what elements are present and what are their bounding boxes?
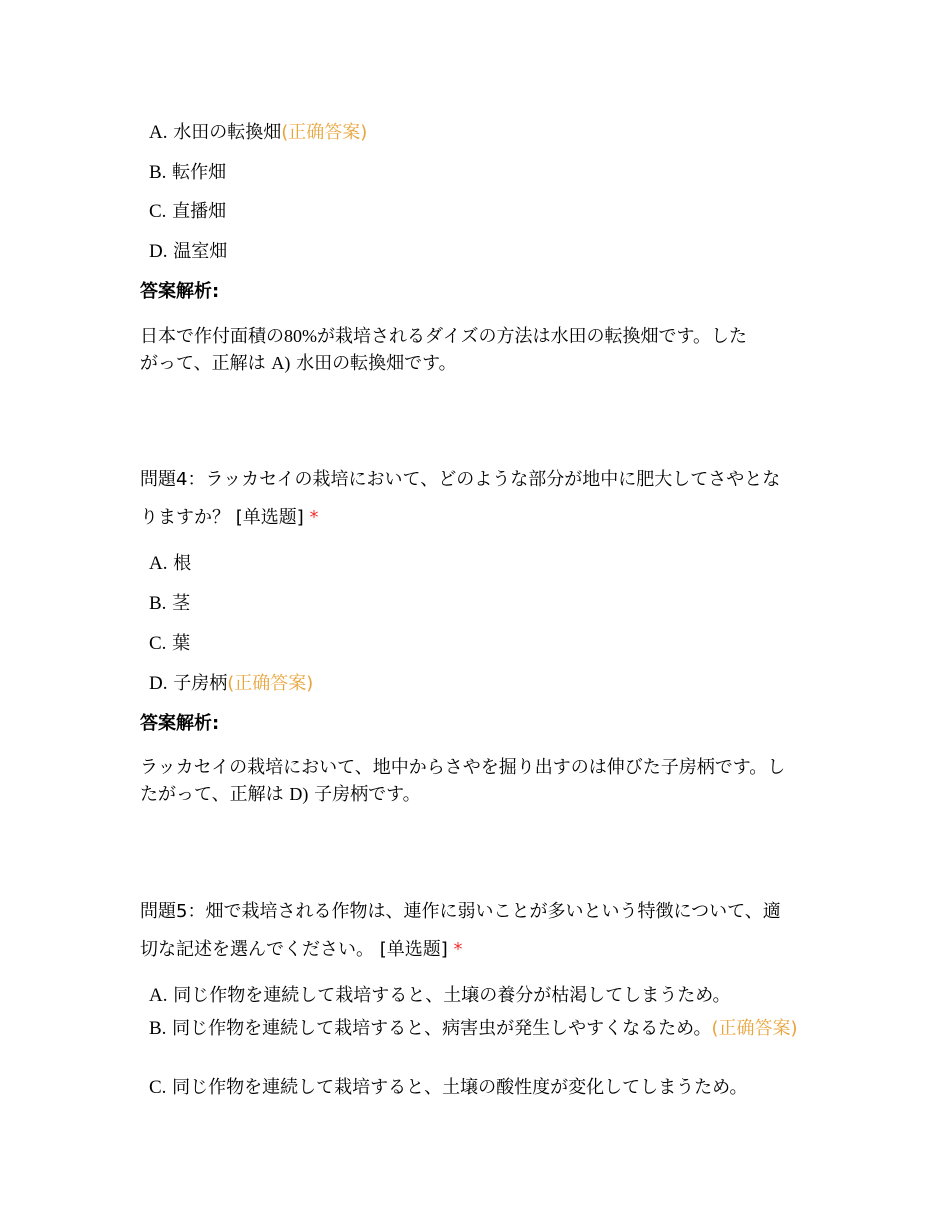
analysis-segment: ラッカセイの栽培において、地中からさやを掘り出すのは伸びた子房柄です。し (140, 757, 786, 778)
option-text: 直播畑 (172, 201, 227, 222)
option-d (149, 239, 227, 265)
question-type: [单选题] (235, 507, 304, 528)
option-c (149, 631, 190, 657)
option-text: 葉 (172, 633, 191, 654)
question-4-title (140, 461, 820, 537)
question-text: りますか？ (140, 507, 230, 528)
option-letter: B. (149, 162, 167, 183)
analysis-segment: 子房柄です。 (314, 784, 421, 805)
analysis-text (140, 755, 820, 808)
option-text: 同じ作物を連続して栽培すると、土壌の養分が枯渇してしまうため。 (173, 985, 731, 1006)
analysis-segment: が栽培されるダイズの方法は水田の転換畑です。した (317, 326, 748, 347)
option-letter: A. (149, 985, 168, 1006)
analysis-answer-letter: A) (271, 353, 291, 373)
option-d (149, 671, 313, 697)
question-text: 問題4：ラッカセイの栽培において、どのような部分が地中に肥大してさやとな (140, 469, 781, 490)
option-letter: A. (149, 553, 168, 574)
option-text: 水田の転換畑 (173, 122, 282, 143)
option-text: 根 (173, 553, 192, 574)
option-letter: C. (149, 633, 167, 654)
question-text: 問題5：畑で栽培される作物は、連作に弱いことが多いという特徴について、適 (140, 901, 781, 922)
required-star: * (309, 507, 319, 528)
option-b (149, 1016, 799, 1042)
analysis-number: 80% (284, 326, 317, 346)
option-c (149, 1075, 747, 1101)
option-letter: A. (149, 122, 168, 143)
analysis-label: 答案解析: (140, 281, 220, 302)
option-letter: B. (149, 1018, 167, 1039)
option-a (149, 983, 731, 1009)
analysis-label: 答案解析: (140, 713, 220, 734)
analysis-answer-letter: D) (289, 784, 309, 804)
required-star: * (453, 939, 463, 960)
question-type: [单选题] (379, 939, 448, 960)
option-text: 同じ作物を連続して栽培すると、病害虫が発生しやすくなるため。 (172, 1018, 712, 1039)
analysis-segment: 日本で作付面積の (140, 326, 284, 347)
option-text: 茎 (172, 593, 191, 614)
analysis-segment: たがって、正解は (140, 784, 284, 805)
analysis-segment: がって、正解は (140, 353, 266, 374)
option-a (149, 551, 191, 577)
analysis-segment: 水田の転換畑です。 (296, 353, 457, 374)
option-b (149, 591, 190, 617)
analysis-text (140, 323, 820, 377)
option-letter: B. (149, 593, 167, 614)
option-text: 転作畑 (172, 162, 227, 183)
correct-answer-mark: (正确答案) (227, 673, 314, 694)
option-a (149, 120, 367, 146)
correct-answer-mark: (正确答案) (281, 122, 368, 143)
option-c (149, 199, 226, 225)
option-letter: C. (149, 201, 167, 222)
option-b (149, 160, 226, 186)
question-text: 切な記述を選んでください。 (140, 939, 374, 960)
option-text: 同じ作物を連続して栽培すると、土壌の酸性度が変化してしまうため。 (172, 1077, 748, 1098)
option-letter: C. (149, 1077, 167, 1098)
option-text: 温室畑 (173, 241, 228, 262)
correct-answer-mark: (正确答案) (711, 1018, 798, 1039)
option-text: 子房柄 (173, 673, 228, 694)
question-5-title (140, 893, 820, 969)
option-letter: D. (149, 241, 168, 262)
option-letter: D. (149, 673, 168, 694)
